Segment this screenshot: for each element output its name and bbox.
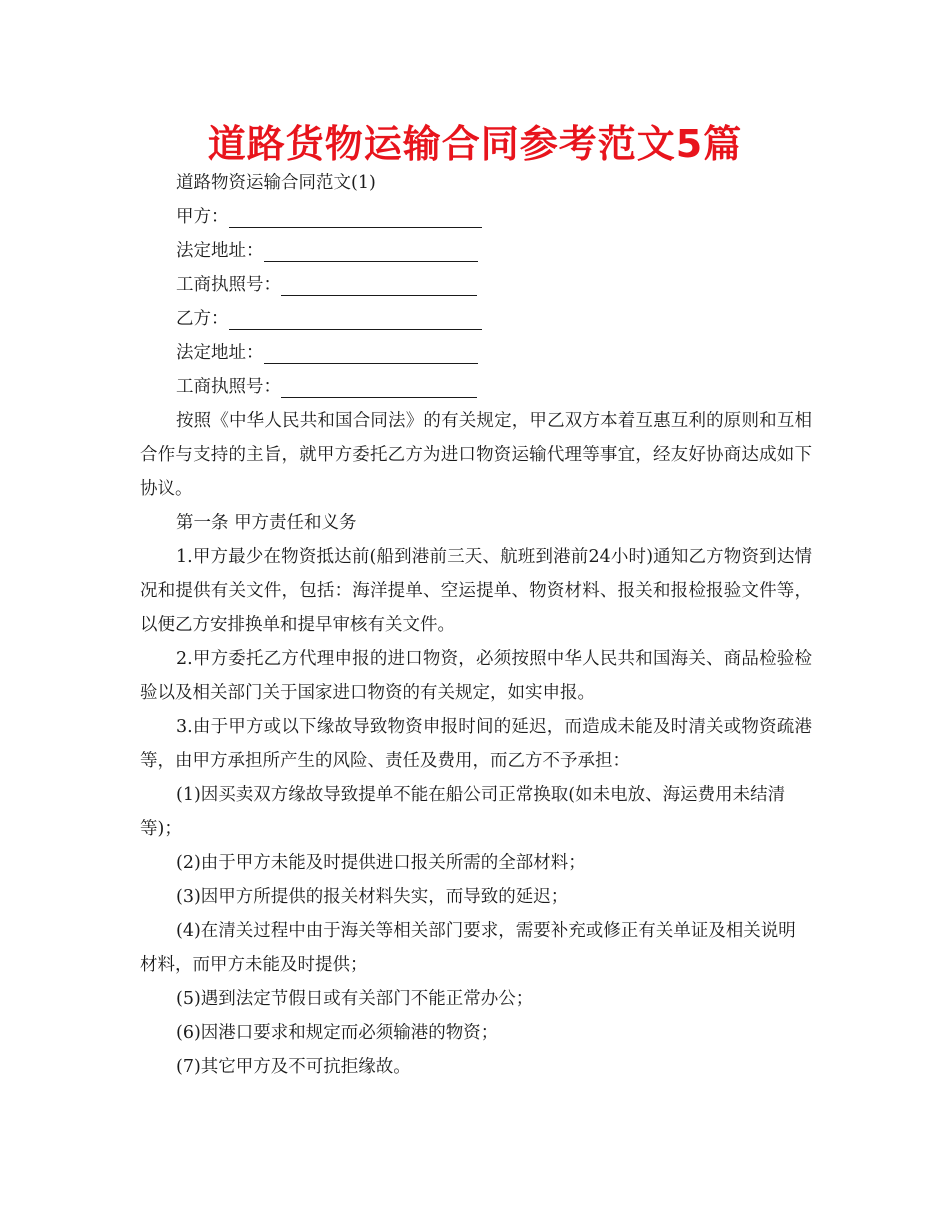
field-label: 法定地址： [176,343,264,363]
field-license-a [140,268,812,302]
subitem-7: (7)其它甲方及不可抗拒缘故。 [176,1057,411,1077]
subitem-5: (5)遇到法定节假日或有关部门不能正常办公； [176,989,534,1009]
blank-line [281,375,477,398]
field-label: 工商执照号： [176,377,281,397]
blank-line [229,205,482,228]
subitem-6: (6)因港口要求和规定而必须输港的物资； [176,1023,499,1043]
clause-3: 3.由于甲方或以下缘故导致物资申报时间的延迟，而造成未能及时清关或物资疏港等，由甲方承担所产生的风险、责任及费用，而乙方不予承担： [140,717,812,771]
blank-line [264,341,478,364]
clause-1: 1.甲方最少在物资抵达前(船到港前三天、航班到港前24小时)通知乙方物资到达情况和提供有关文件，包括：海洋提单、空运提单、物资材料、报关和报检报验文件等，以便乙方安排换单和提早审核有关文件。 [140,547,812,635]
document-title: 道路货物运输合同参考范文5篇 [207,122,743,166]
clause-2: 2.甲方委托乙方代理申报的进口物资，必须按照中华人民共和国海关、商品检验检验以及相关部门关于国家进口物资的有关规定，如实申报。 [140,649,812,703]
field-label: 工商执照号： [176,275,281,295]
subitem-3: (3)因甲方所提供的报关材料失实，而导致的延迟； [176,887,569,907]
field-party-a [140,200,812,234]
field-label: 乙方： [176,309,229,329]
blank-line [264,239,478,262]
blank-line [229,307,482,330]
document-body [140,166,812,1084]
subitem-2: (2)由于甲方未能及时提供进口报关所需的全部材料； [176,853,586,873]
field-legal-address-a [140,234,812,268]
intro-paragraph: 按照《中华人民共和国合同法》的有关规定，甲乙双方本着互惠互利的原则和互相合作与支持的主旨，就甲方委托乙方为进口物资运输代理等事宜，经友好协商达成如下协议。 [140,411,812,499]
subitem-1: (1)因买卖双方缘故导致提单不能在船公司正常换取(如未电放、海运费用未结清等)； [140,785,786,839]
contract-subtitle: 道路物资运输合同范文(1) [176,173,376,193]
field-label: 法定地址： [176,241,264,261]
field-party-b [140,302,812,336]
subitem-4: (4)在清关过程中由于海关等相关部门要求，需要补充或修正有关单证及相关说明材料，而甲方未能及时提供； [140,921,796,975]
field-legal-address-b [140,336,812,370]
blank-line [281,273,477,296]
article-heading: 第一条 甲方责任和义务 [176,513,357,533]
field-license-b [140,370,812,404]
field-label: 甲方： [176,207,229,227]
